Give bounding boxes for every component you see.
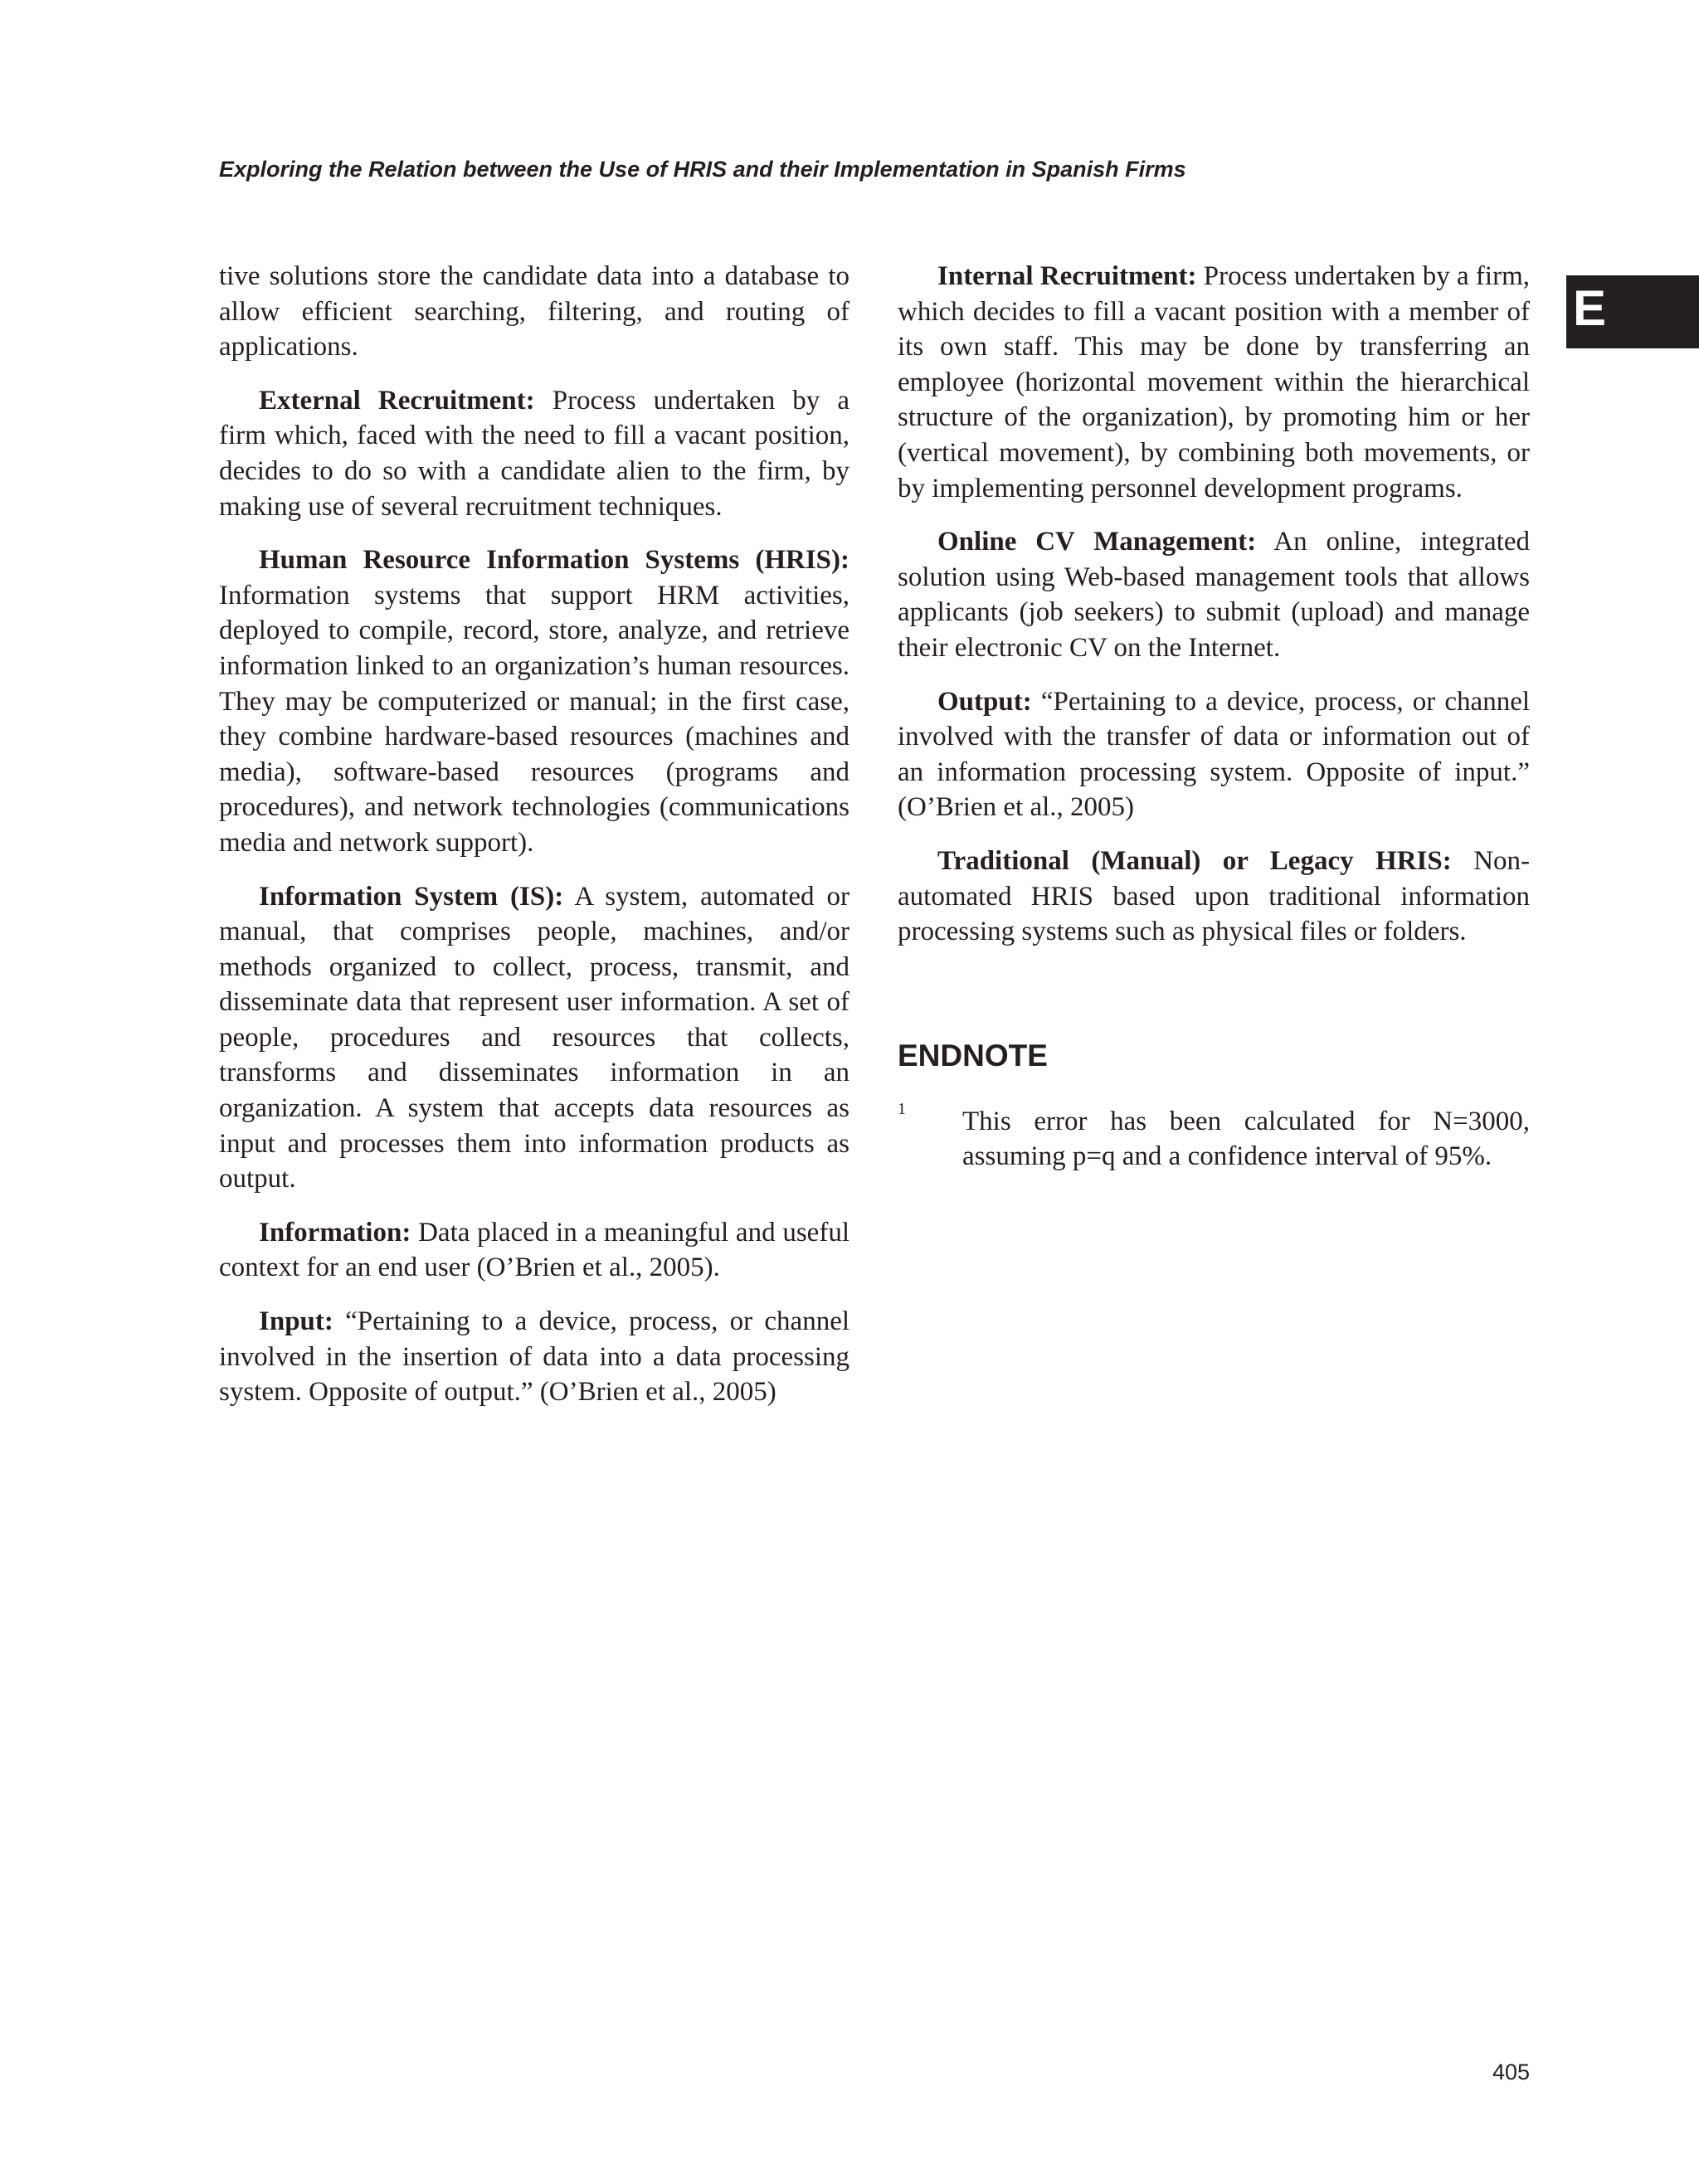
- endnote-heading: ENDNOTE: [898, 1038, 1048, 1073]
- glossary-term: Online CV Management:: [937, 527, 1257, 557]
- glossary-term: Information System (IS):: [259, 881, 564, 912]
- endnote-marker: 1: [898, 1099, 906, 1118]
- glossary-definition: Information systems that support HRM activities, deployed to compile, record, store, analyze, and retrieve information linked to an organization’s human resources. They may be computerized or manual; in the first case, they combine hardware-based resources (machines and media), software-based resources (programs and procedures), and network technologies (communications media and network support).: [219, 580, 850, 858]
- glossary-term: External Recruitment:: [259, 385, 535, 416]
- glossary-definition: Process undertaken by a firm, which decides to fill a vacant position with a member of its own staff. This may be done by transferring an employee (horizontal movement within the hierarchical structure of the organization), by promoting him or her (vertical movement), by combining both movements, or by implementing personnel development programs.: [898, 261, 1530, 503]
- glossary-definition: A system, automated or manual, that comprises people, machines, and/or methods organized to collect, process, transmit, and disseminate data that represent user information. A set of people, procedures and resources that collects, transforms and disseminates information in an organization. A system that accepts data resources as input and processes them into information products as output.: [219, 881, 850, 1194]
- glossary-definition: Non-automated HRIS based upon traditional information processing systems such as physical files or folders.: [898, 845, 1531, 947]
- glossary-entry-output: [898, 684, 1530, 825]
- glossary-entry-online-cv-management: [898, 524, 1530, 665]
- glossary-definition: An online, integrated solution using Web-based management tools that allows applicants (job seekers) to submit (upload) and manage their electronic CV on the Internet.: [898, 527, 1530, 663]
- endnote: [898, 1099, 1530, 1175]
- glossary-entry-information-system: [219, 879, 850, 1197]
- right-column: [898, 259, 1530, 1175]
- glossary-entry-input: [219, 1304, 850, 1410]
- glossary-term: Human Resource Information Systems (HRIS):: [259, 545, 850, 576]
- glossary-entry-external-recruitment: [219, 383, 850, 524]
- glossary-term: Internal Recruitment:: [937, 261, 1197, 291]
- glossary-definition: Process undertaken by a firm which, faced with the need to fill a vacant position, decides to do so with a candidate alien to the firm, by making use of several recruitment techniques.: [219, 385, 850, 522]
- glossary-term: Traditional (Manual) or Legacy HRIS:: [937, 845, 1452, 876]
- endnote-text: This error has been calculated for N=3000, assuming p=q and a confidence interval of 95%.: [962, 1106, 1530, 1172]
- glossary-definition: “Pertaining to a device, process, or channel involved in the insertion of data into a data processing system. Opposite of output.” (O’Brien et al., 2005): [219, 1306, 850, 1408]
- glossary-term: Output:: [937, 686, 1032, 717]
- glossary-term: Information:: [259, 1217, 411, 1248]
- glossary-entry-information: [219, 1215, 850, 1286]
- glossary-term: Input:: [259, 1306, 333, 1337]
- page-number: 405: [1492, 2060, 1530, 2084]
- glossary-entry-legacy-hris: [898, 844, 1530, 950]
- glossary-definition: Data placed in a meaningful and useful context for an end user (O’Brien et al., 2005).: [219, 1217, 850, 1283]
- glossary-entry-internal-recruitment: [898, 259, 1530, 506]
- left-column: [219, 259, 850, 1428]
- section-letter: E: [1573, 280, 1607, 336]
- section-letter-tab: [1566, 275, 1699, 348]
- glossary-definition: “Pertaining to a device, process, or channel involved with the transfer of data or information out of an information processing system. Opposite of input.” (O’Brien et al., 2005): [898, 686, 1531, 823]
- running-header: Exploring the Relation between the Use of HRIS and their Implementation in Spanish Firms: [219, 157, 1186, 182]
- glossary-entry-hris: [219, 542, 850, 860]
- continued-paragraph: tive solutions store the candidate data into a database to allow efficient searching, filtering, and routing of applications.: [219, 261, 850, 362]
